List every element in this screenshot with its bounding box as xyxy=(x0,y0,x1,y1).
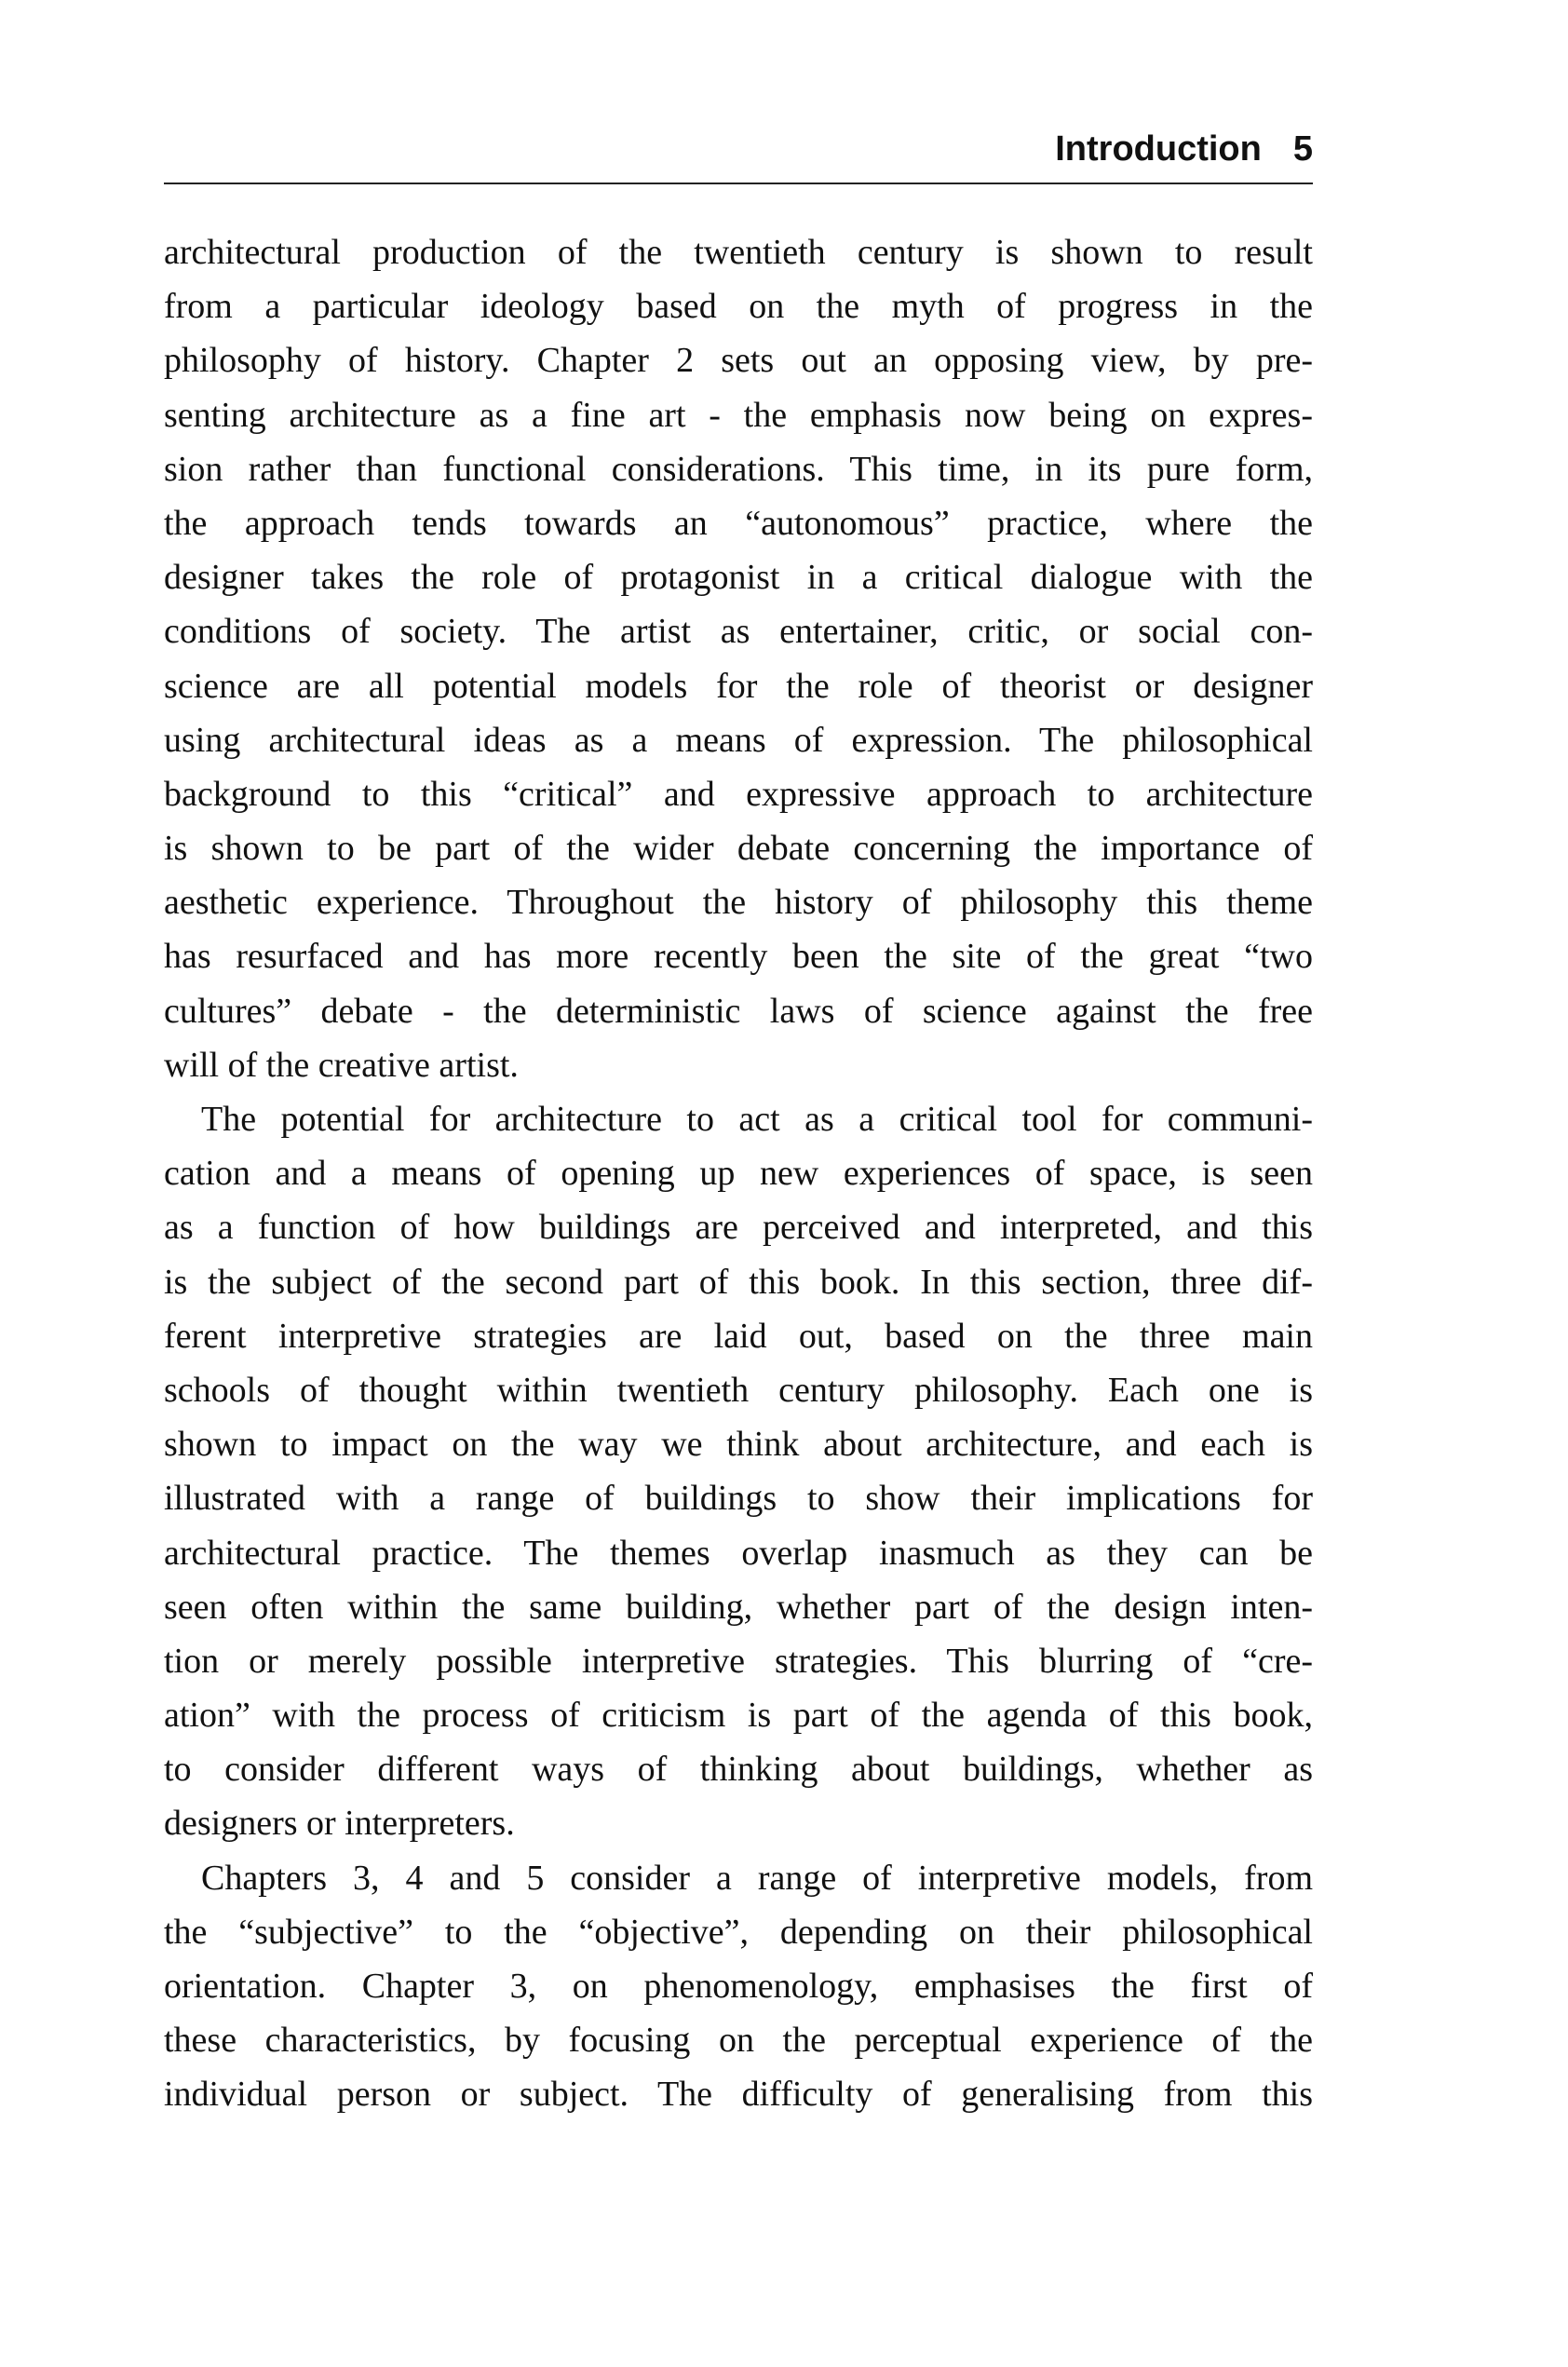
text-line: schools of thought within twentieth century philosophy. Each one is xyxy=(164,1370,1313,1410)
text-line: is shown to be part of the wider debate concerning the importance of xyxy=(164,829,1313,869)
text-line: these characteristics, by focusing on the perceptual experience of the xyxy=(164,2021,1313,2061)
text-line: Chapters 3, 4 and 5 consider a range of interpretive models, from xyxy=(201,1858,1313,1898)
text-line: the approach tends towards an “autonomous” practice, where the xyxy=(164,503,1313,543)
header-rule xyxy=(164,183,1313,184)
text-line: using architectural ideas as a means of expression. The philosophical xyxy=(164,720,1313,760)
page-number: 5 xyxy=(1292,129,1313,169)
text-line: has resurfaced and has more recently been the site of the great “two xyxy=(164,937,1313,977)
text-line: science are all potential models for the role of theorist or designer xyxy=(164,666,1313,706)
text-line: ation” with the process of criticism is part of the agenda of this book, xyxy=(164,1696,1313,1736)
paragraph-1 xyxy=(164,225,1313,1092)
text-line: shown to impact on the way we think about architecture, and each is xyxy=(164,1425,1313,1465)
text-line: to consider different ways of thinking about buildings, whether as xyxy=(164,1750,1313,1790)
text-line: aesthetic experience. Throughout the history of philosophy this theme xyxy=(164,883,1313,923)
chapter-title: Introduction xyxy=(1055,129,1262,169)
text-line: senting architecture as a fine art - the emphasis now being on expres- xyxy=(164,395,1313,435)
text-line: designers or interpreters. xyxy=(164,1804,515,1844)
text-line: designer takes the role of protagonist in a critical dialogue with the xyxy=(164,558,1313,598)
text-line: The potential for architecture to act as a critical tool for communi- xyxy=(201,1100,1313,1139)
paragraph-3 xyxy=(164,1851,1313,2122)
text-line: cultures” debate - the deterministic laws of science against the free xyxy=(164,991,1313,1031)
text-line: orientation. Chapter 3, on phenomenology, emphasises the first of xyxy=(164,1967,1313,2006)
text-line: ferent interpretive strategies are laid out, based on the three main xyxy=(164,1316,1313,1356)
text-line: as a function of how buildings are perceived and interpreted, and this xyxy=(164,1208,1313,1248)
text-line: tion or merely possible interpretive strategies. This blurring of “cre- xyxy=(164,1641,1313,1681)
paragraph-2 xyxy=(164,1092,1313,1851)
text-line: sion rather than functional considerations. This time, in its pure form, xyxy=(164,449,1313,489)
body-text xyxy=(164,225,1313,2122)
text-line: seen often within the same building, whether part of the design inten- xyxy=(164,1587,1313,1627)
text-line: conditions of society. The artist as entertainer, critic, or social con- xyxy=(164,612,1313,652)
text-line: from a particular ideology based on the myth of progress in the xyxy=(164,287,1313,327)
text-line: illustrated with a range of buildings to show their implications for xyxy=(164,1479,1313,1519)
text-line: philosophy of history. Chapter 2 sets out an opposing view, by pre- xyxy=(164,341,1313,381)
text-line: cation and a means of opening up new experiences of space, is seen xyxy=(164,1154,1313,1194)
text-line: architectural production of the twentieth century is shown to result xyxy=(164,233,1313,272)
text-line: architectural practice. The themes overlap inasmuch as they can be xyxy=(164,1533,1313,1573)
text-line: individual person or subject. The difficulty of generalising from this xyxy=(164,2075,1313,2115)
text-line: the “subjective” to the “objective”, depending on their philosophical xyxy=(164,1912,1313,1952)
text-line: background to this “critical” and expressive approach to architecture xyxy=(164,774,1313,814)
running-head xyxy=(164,121,1313,177)
text-line: is the subject of the second part of this book. In this section, three dif- xyxy=(164,1262,1313,1302)
text-line: will of the creative artist. xyxy=(164,1045,519,1085)
